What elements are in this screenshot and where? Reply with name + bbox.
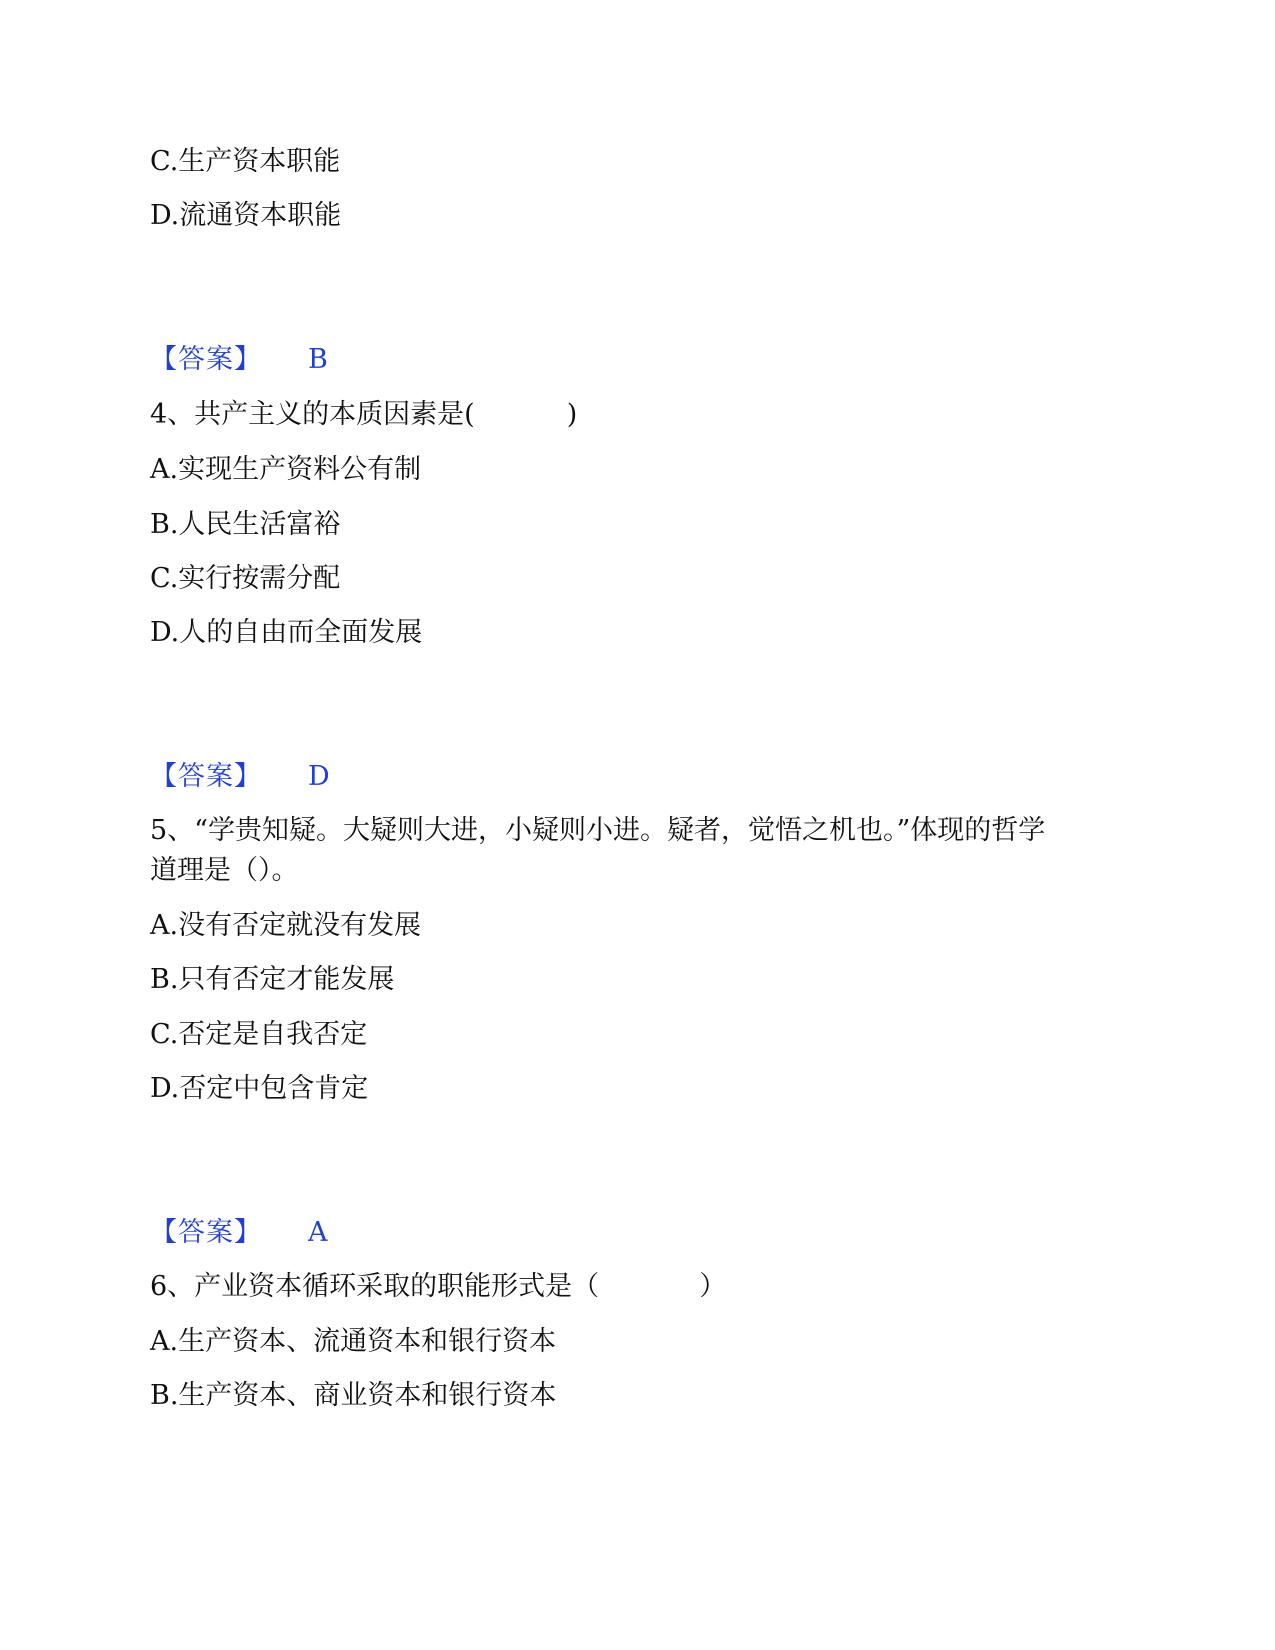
q4-answer [150,757,330,797]
answer-tag: 【答案】 [150,761,262,792]
q5-answer [150,1213,328,1253]
q6-option-b: B.生产资本、商业资本和银行资本 [150,1380,557,1411]
q3-answer [150,340,328,380]
answer-value: B [308,344,328,375]
q4-option-a: A.实现生产资料公有制 [150,454,422,485]
q5-option-b: B.只有否定才能发展 [150,964,395,995]
q5-option-a: A.没有否定就没有发展 [150,910,422,941]
answer-tag: 【答案】 [150,344,262,375]
q4-option-c: C.实行按需分配 [150,563,341,594]
q6-stem-suffix: ） [699,1271,727,1302]
q5-stem-line1: 5、“学贵知疑。大疑则大进，小疑则小进。疑者，觉悟之机也。”体现的哲学 [150,815,1046,846]
q6-stem [150,1267,726,1307]
q5-option-c: C.否定是自我否定 [150,1019,368,1050]
answer-value: D [308,761,330,792]
q6-option-a: A.生产资本、流通资本和银行资本 [150,1326,557,1357]
q4-stem-suffix: ) [566,399,578,430]
q5-stem-line2: 道理是（）。 [150,855,299,886]
q4-option-d: D.人的自由而全面发展 [150,617,423,648]
q4-stem-prefix: 4、共产主义的本质因素是( [150,399,475,430]
q4-stem [150,395,577,435]
answer-value: A [308,1217,328,1248]
answer-tag: 【答案】 [150,1217,262,1248]
q3-option-d: D.流通资本职能 [150,200,342,231]
q6-stem-prefix: 6、产业资本循环采取的职能形式是（ [150,1271,600,1302]
q3-option-c: C.生产资本职能 [150,146,341,177]
q5-option-d: D.否定中包含肯定 [150,1073,369,1104]
q4-option-b: B.人民生活富裕 [150,509,341,540]
